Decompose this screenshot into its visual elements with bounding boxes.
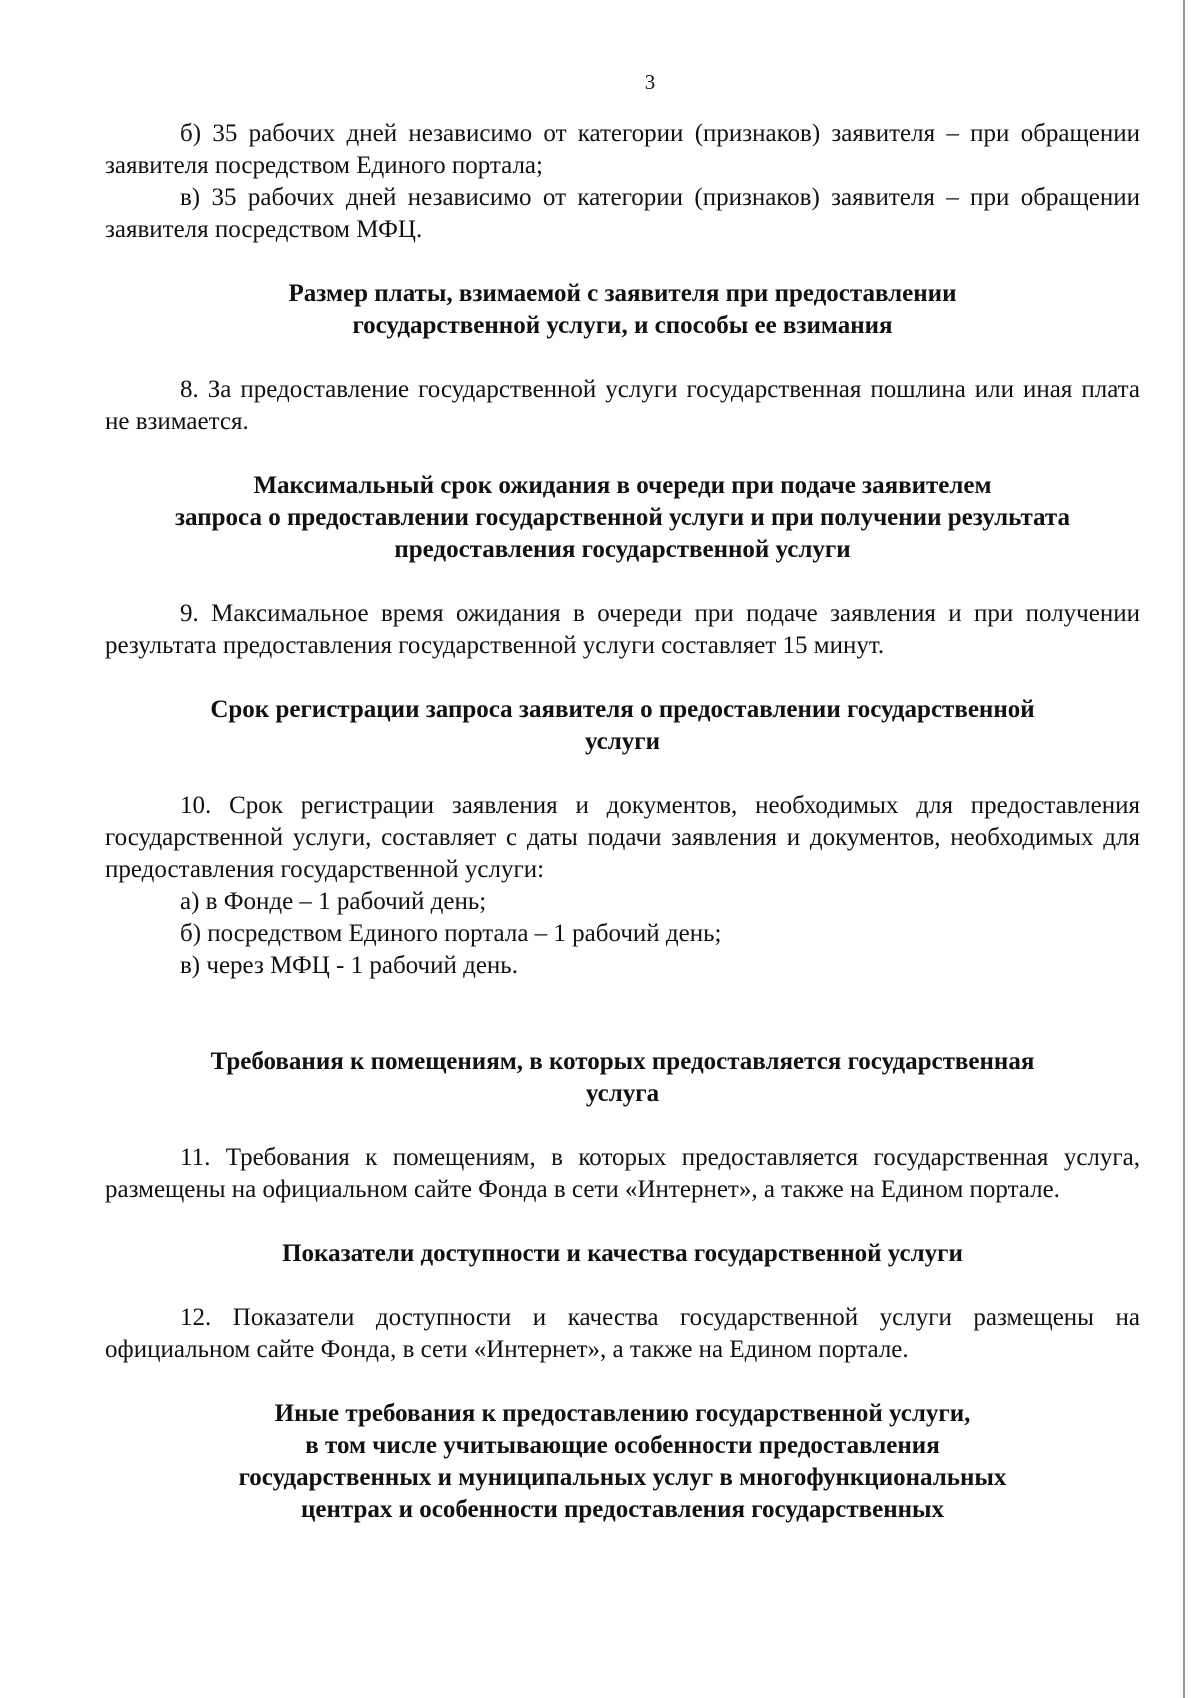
heading-line: Иные требования к предоставлению государственной услуги,: [274, 1400, 971, 1427]
heading-premises: [105, 1046, 1140, 1110]
heading-line: услуга: [585, 1080, 660, 1107]
heading-fee: [105, 278, 1140, 342]
document-body: [105, 118, 1140, 1526]
heading-line: услуги: [584, 728, 661, 755]
list-item-v: в) через МФЦ - 1 рабочий день.: [180, 952, 518, 979]
heading-queue-time: [105, 470, 1140, 566]
heading-quality: [105, 1238, 1140, 1270]
paragraph-11: 11. Требования к помещениям, в которых предоставляется государственная услуга, размещены на официальном сайте Фонда в сети «Интернет», а также на Едином портале.: [105, 1144, 1140, 1203]
heading-line: Срок регистрации запроса заявителя о предоставлении государственной: [210, 696, 1035, 723]
heading-line: в том числе учитывающие особенности предоставления: [305, 1432, 940, 1459]
heading-line: предоставления государственной услуги: [394, 536, 851, 563]
paragraph-7b: б) 35 рабочих дней независимо от категории (признаков) заявителя – при обращении заявителя посредством Единого портала;: [105, 120, 1140, 179]
paragraph-10: 10. Срок регистрации заявления и документов, необходимых для предоставления государственной услуги, составляет с даты подачи заявления и документов, необходимых для предоставления государственной услуги:: [105, 792, 1140, 883]
page-number: 3: [644, 70, 656, 94]
heading-line: государственных и муниципальных услуг в многофункциональных: [238, 1464, 1007, 1491]
paragraph-7v: в) 35 рабочих дней независимо от категории (признаков) заявителя – при обращении заявителя посредством МФЦ.: [105, 184, 1140, 243]
scan-edge-line: [1183, 0, 1185, 1698]
heading-registration: [105, 694, 1140, 758]
heading-line: Максимальный срок ожидания в очереди при подаче заявителем: [253, 472, 992, 499]
paragraph-9: 9. Максимальное время ожидания в очереди при подаче заявления и при получении результата предоставления государственной услуги составляет 15 минут.: [105, 600, 1140, 659]
heading-line: государственной услуги, и способы ее взимания: [352, 312, 893, 339]
heading-line: центрах и особенности предоставления государственных: [300, 1496, 945, 1523]
paragraph-8: 8. За предоставление государственной услуги государственная пошлина или иная плата не взимается.: [105, 376, 1140, 435]
heading-line: Показатели доступности и качества государственной услуги: [282, 1240, 963, 1267]
heading-other-requirements: [105, 1398, 1140, 1526]
heading-line: запроса о предоставлении государственной услуги и при получении результата: [175, 504, 1070, 531]
list-item-a: а) в Фонде – 1 рабочий день;: [180, 888, 487, 915]
list-item-b: б) посредством Единого портала – 1 рабочий день;: [180, 920, 722, 947]
paragraph-12: 12. Показатели доступности и качества государственной услуги размещены на официальном сайте Фонда, в сети «Интернет», а также на Едином портале.: [105, 1304, 1140, 1363]
heading-line: Требования к помещениям, в которых предоставляется государственная: [210, 1048, 1035, 1075]
heading-line: Размер платы, взимаемой с заявителя при предоставлении: [288, 280, 957, 307]
